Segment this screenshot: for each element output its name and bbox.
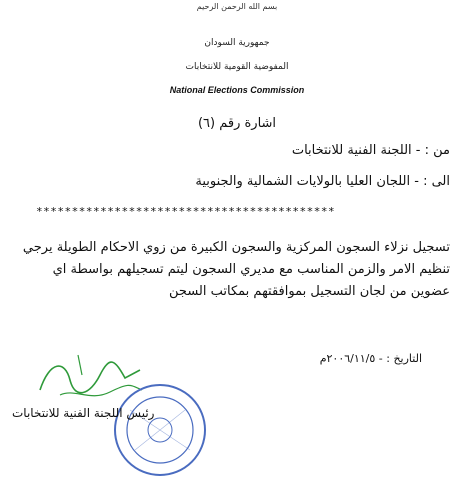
commission-name-english: National Elections Commission bbox=[169, 85, 305, 95]
reference-number: اشارة رقم (٦) bbox=[197, 116, 277, 131]
body-line-1: تسجيل نزلاء السجون المركزية والسجون الكبيرة من زوي الاحكام الطويلة يرجي bbox=[22, 240, 450, 255]
republic-name: جمهورية السودان bbox=[204, 38, 270, 48]
body-line-3: عضوين من لجان التسجيل بموافقتهم بمكاتب السجن bbox=[169, 284, 450, 299]
from-line: من : - اللجنة الفنية للانتخابات bbox=[291, 143, 450, 158]
body-line-2: تنظيم الامر والزمن المناسب مع مديري السجون ليتم تسجيلهم بواسطة اي bbox=[52, 262, 450, 277]
basmala: بسم الله الرحمن الرحيم bbox=[196, 2, 278, 11]
signatory-title: رئيس اللجنة الفنية للانتخابات bbox=[12, 406, 155, 420]
separator: ****************************************** bbox=[36, 205, 336, 218]
date-line: التاريخ : - ٢٠٠٦/١١/٥م bbox=[319, 352, 422, 365]
commission-name-arabic: المفوضية القومية للانتخابات bbox=[185, 62, 289, 72]
to-line: الى : - اللجان العليا بالولايات الشمالية والجنوبية bbox=[195, 174, 450, 189]
official-stamp bbox=[110, 380, 210, 480]
